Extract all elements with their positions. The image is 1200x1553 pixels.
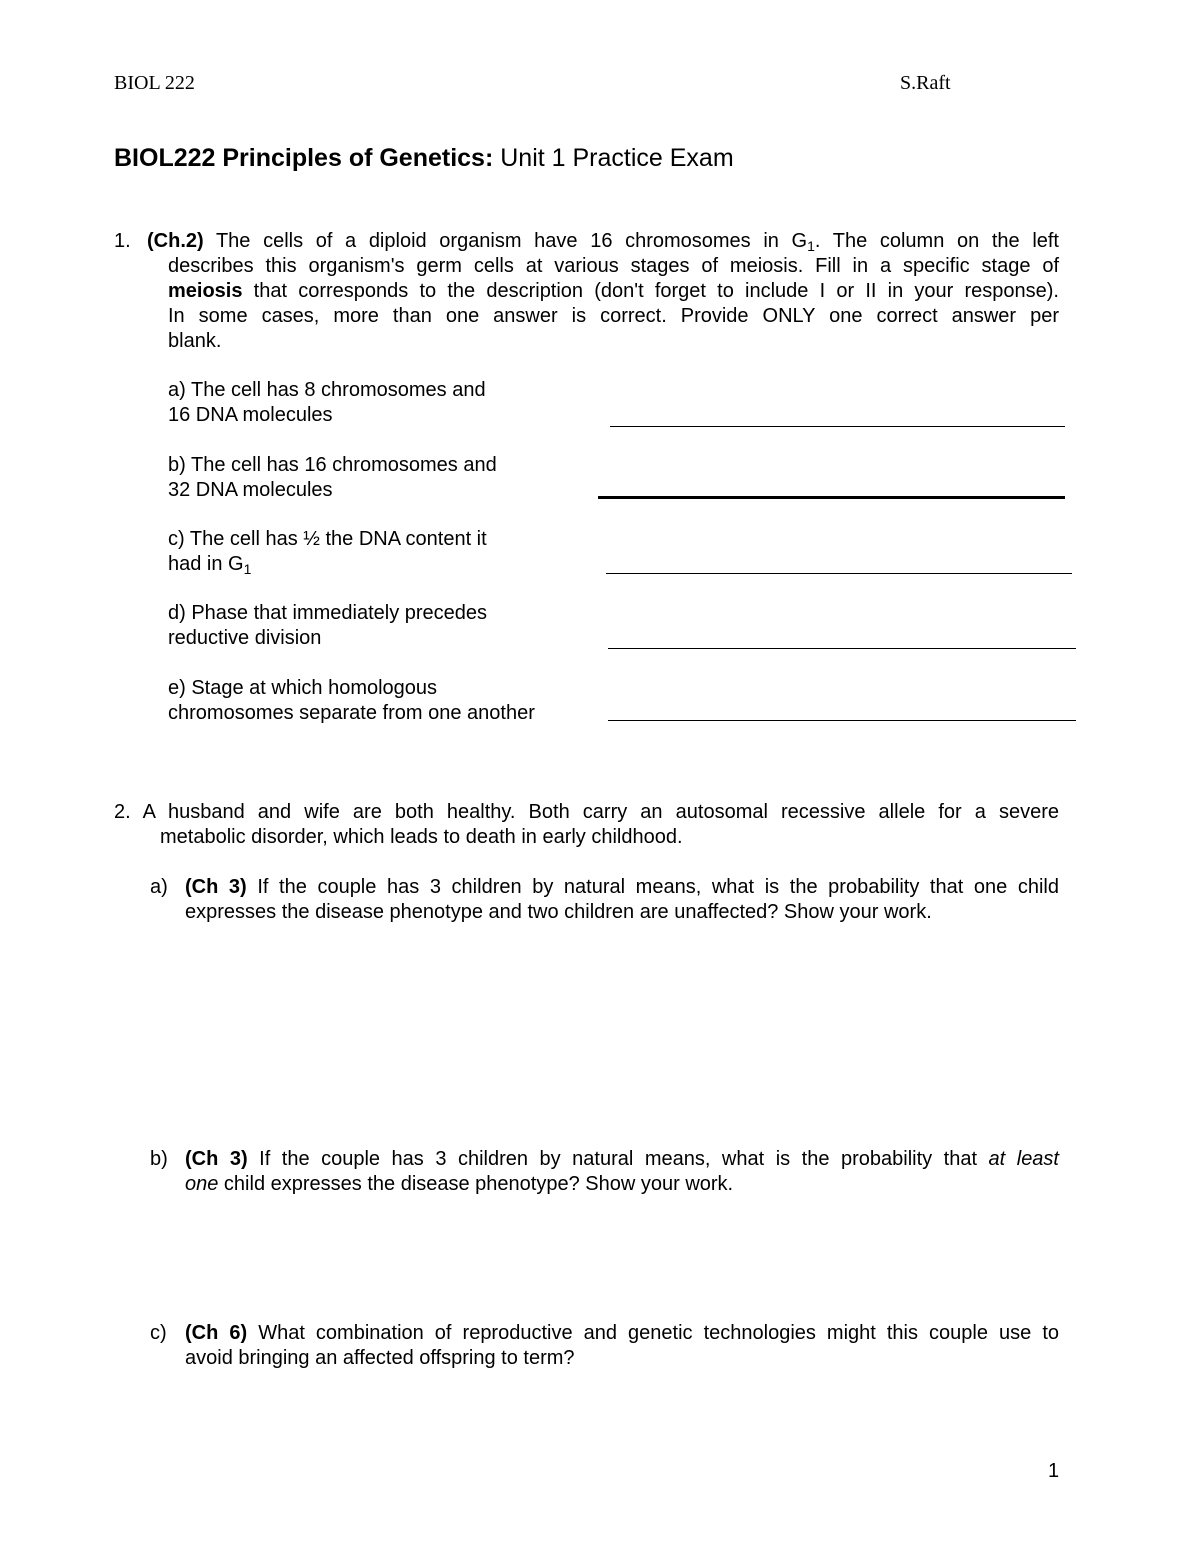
q1-item-c-line1: c) The cell has ½ the DNA content it: [168, 528, 487, 550]
q1-line2: describes this organism's germ cells at various stages of meiosis. Fill in a specific stage of: [168, 255, 1059, 277]
q2b-label: b): [150, 1148, 168, 1170]
answer-blank-b[interactable]: [598, 496, 1065, 499]
q2a-line1: (Ch 3) If the couple has 3 children by natural means, what is the probability that one child: [185, 876, 1059, 898]
q1-line5: blank.: [168, 330, 222, 352]
q2c-line1: (Ch 6) What combination of reproductive and genetic technologies might this couple use to: [185, 1322, 1059, 1344]
q1-item-c-line2: had in $G_1$: [168, 553, 252, 577]
q2b-line2: one child expresses the disease phenotype? Show your work.: [185, 1173, 734, 1195]
q1-item-a-line2: 16 DNA molecules: [168, 404, 333, 426]
q2a-label: a): [150, 876, 168, 898]
q2b-chapter: (Ch 3): [185, 1148, 248, 1170]
q1-item-d-line2: reductive division: [168, 627, 322, 649]
q2-intro-line1: 2. A husband and wife are both healthy. Both carry an autosomal recessive allele for a severe: [114, 801, 1059, 823]
q1-line4: In some cases, more than one answer is correct. Provide ONLY one correct answer per: [168, 305, 1059, 327]
q1-chapter: (Ch.2): [147, 230, 204, 252]
q1-item-d-line1: d) Phase that immediately precedes: [168, 602, 488, 624]
answer-blank-d[interactable]: [608, 648, 1076, 649]
title-rest: Unit 1 Practice Exam: [493, 144, 734, 172]
q2a-chapter: (Ch 3): [185, 876, 247, 898]
q1-item-a-line1: a) The cell has 8 chromosomes and: [168, 379, 486, 401]
answer-blank-a[interactable]: [610, 426, 1065, 427]
answer-blank-c[interactable]: [606, 573, 1072, 574]
q1-item-e-line2: chromosomes separate from one another: [168, 702, 535, 724]
q2c-line2: avoid bringing an affected offspring to term?: [185, 1347, 575, 1369]
q1-number: 1.: [114, 230, 131, 252]
q1-meiosis-bold: meiosis: [168, 280, 243, 302]
page-title: [114, 143, 734, 173]
q1-item-e-line1: e) Stage at which homologous: [168, 677, 438, 699]
answer-blank-e[interactable]: [608, 720, 1076, 721]
q1-item-b-line2: 32 DNA molecules: [168, 479, 333, 501]
q2a-line2: expresses the disease phenotype and two children are unaffected? Show your work.: [185, 901, 932, 923]
q1-item-b-line1: b) The cell has 16 chromosomes and: [168, 454, 497, 476]
title-bold: BIOL222 Principles of Genetics:: [114, 144, 494, 172]
q2c-label: c): [150, 1322, 167, 1344]
q2-intro-line2: metabolic disorder, which leads to death in early childhood.: [160, 826, 683, 848]
header-author: S.Raft: [900, 72, 951, 94]
q2c-chapter: (Ch 6): [185, 1322, 248, 1344]
header-course: BIOL 222: [114, 72, 195, 94]
q1-line1: (Ch.2) The cells of a diploid organism have 16 chromosomes in $G_1$. The column on the left: [147, 230, 1059, 254]
q1-line3: meiosis that corresponds to the description (don't forget to include I or II in your response).: [168, 280, 1059, 302]
q2b-line1: (Ch 3) If the couple has 3 children by natural means, what is the probability that at least: [185, 1148, 1059, 1170]
page-number: 1: [1048, 1460, 1060, 1482]
